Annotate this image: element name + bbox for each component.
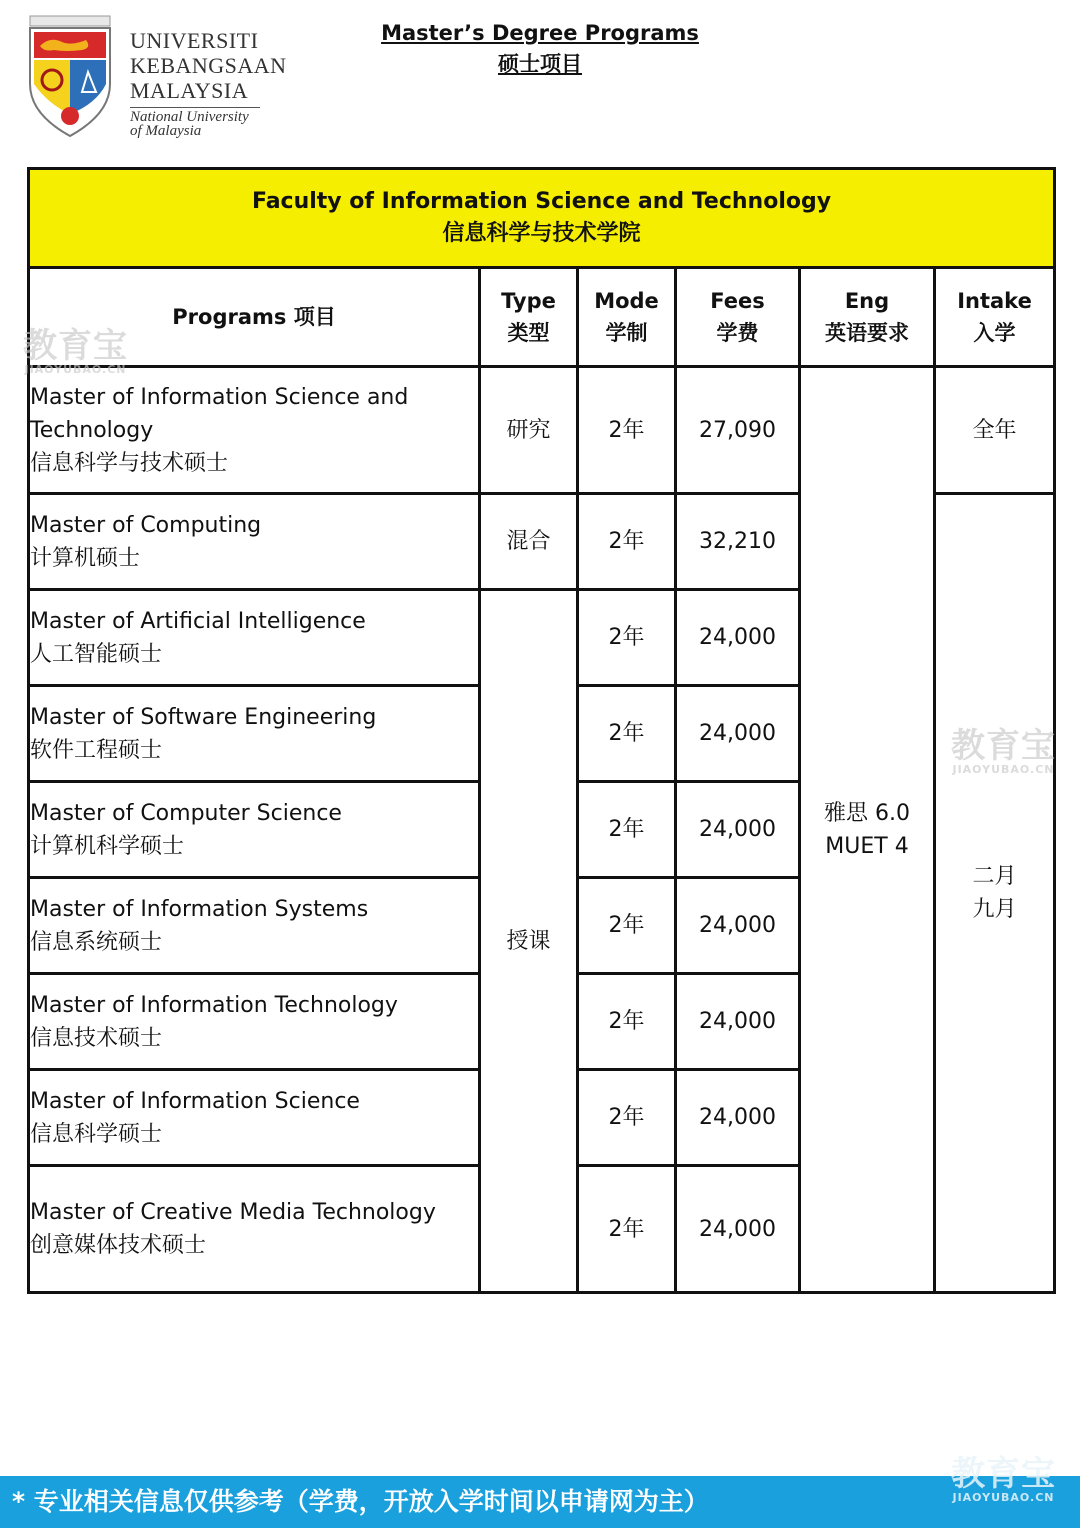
mode-cell: 2年: [578, 494, 676, 590]
program-cell: Master of Computer Science 计算机科学硕士: [29, 782, 480, 878]
logo-divider: [130, 107, 260, 108]
footer-note: * 专业相关信息仅供参考（学费，开放入学时间以申请网为主）: [0, 1476, 1080, 1528]
program-cell: Master of Information Technology 信息技术硕士: [29, 974, 480, 1070]
programs-table: [27, 167, 1056, 1294]
program-cell: Master of Software Engineering 软件工程硕士: [29, 686, 480, 782]
mode-cell: 2年: [578, 782, 676, 878]
program-cell: Master of Information Systems 信息系统硕士: [29, 878, 480, 974]
logo-sub-2: of Malaysia: [130, 123, 202, 139]
program-cell: Master of Information Science and Technology 信息科学与技术硕士: [29, 367, 480, 494]
program-cell: Master of Artificial Intelligence 人工智能硕士: [29, 590, 480, 686]
page-title: [0, 18, 1080, 80]
fees-cell: 24,000: [676, 686, 800, 782]
mode-cell: 2年: [578, 974, 676, 1070]
program-cell: Master of Computing 计算机硕士: [29, 494, 480, 590]
title-cn: 硕士项目: [498, 52, 582, 76]
col-header-programs: Programs 项目: [29, 268, 480, 367]
type-cell: 研究: [480, 367, 578, 494]
table-row: [29, 367, 1055, 494]
fees-cell: 32,210: [676, 494, 800, 590]
fees-cell: 24,000: [676, 1166, 800, 1293]
logo-sub-1: National University: [130, 109, 249, 125]
eng-cell: 雅思 6.0 MUET 4: [800, 367, 935, 1293]
mode-cell: 2年: [578, 1070, 676, 1166]
mode-cell: 2年: [578, 1166, 676, 1293]
intake-cell: 二月 九月: [935, 494, 1055, 1293]
col-header-eng: Eng 英语要求: [800, 268, 935, 367]
watermark: 教育宝 JIAOYUBAO.CN: [951, 726, 1056, 776]
type-cell: 授课: [480, 590, 578, 1293]
logo-line-1: UNIVERSITI: [130, 28, 259, 53]
program-cell: Master of Information Science 信息科学硕士: [29, 1070, 480, 1166]
faculty-header: [29, 169, 1055, 268]
title-en: Master’s Degree Programs: [381, 21, 699, 45]
watermark: 教育宝 JIAOYUBAO.CN: [951, 1454, 1056, 1504]
type-cell: 混合: [480, 494, 578, 590]
col-header-fees: Fees 学费: [676, 268, 800, 367]
faculty-name-en: Faculty of Information Science and Technology: [251, 189, 832, 214]
col-header-mode: Mode 学制: [578, 268, 676, 367]
fees-cell: 27,090: [676, 367, 800, 494]
program-cell: Master of Creative Media Technology 创意媒体技术硕士: [29, 1166, 480, 1293]
mode-cell: 2年: [578, 367, 676, 494]
fees-cell: 24,000: [676, 878, 800, 974]
logo-line-2: KEBANGSAAN: [130, 53, 287, 78]
fees-cell: 24,000: [676, 974, 800, 1070]
mode-cell: 2年: [578, 878, 676, 974]
logo-line-3: MALAYSIA: [130, 78, 249, 103]
fees-cell: 24,000: [676, 590, 800, 686]
intake-cell: 全年: [935, 367, 1055, 494]
col-header-intake: Intake 入学: [935, 268, 1055, 367]
watermark: 教育宝 JIAOYUBAO.CN: [23, 326, 128, 376]
fees-cell: 24,000: [676, 1070, 800, 1166]
col-header-type: Type 类型: [480, 268, 578, 367]
mode-cell: 2年: [578, 590, 676, 686]
faculty-name-cn: 信息科学与技术学院: [442, 221, 641, 246]
mode-cell: 2年: [578, 686, 676, 782]
fees-cell: 24,000: [676, 782, 800, 878]
